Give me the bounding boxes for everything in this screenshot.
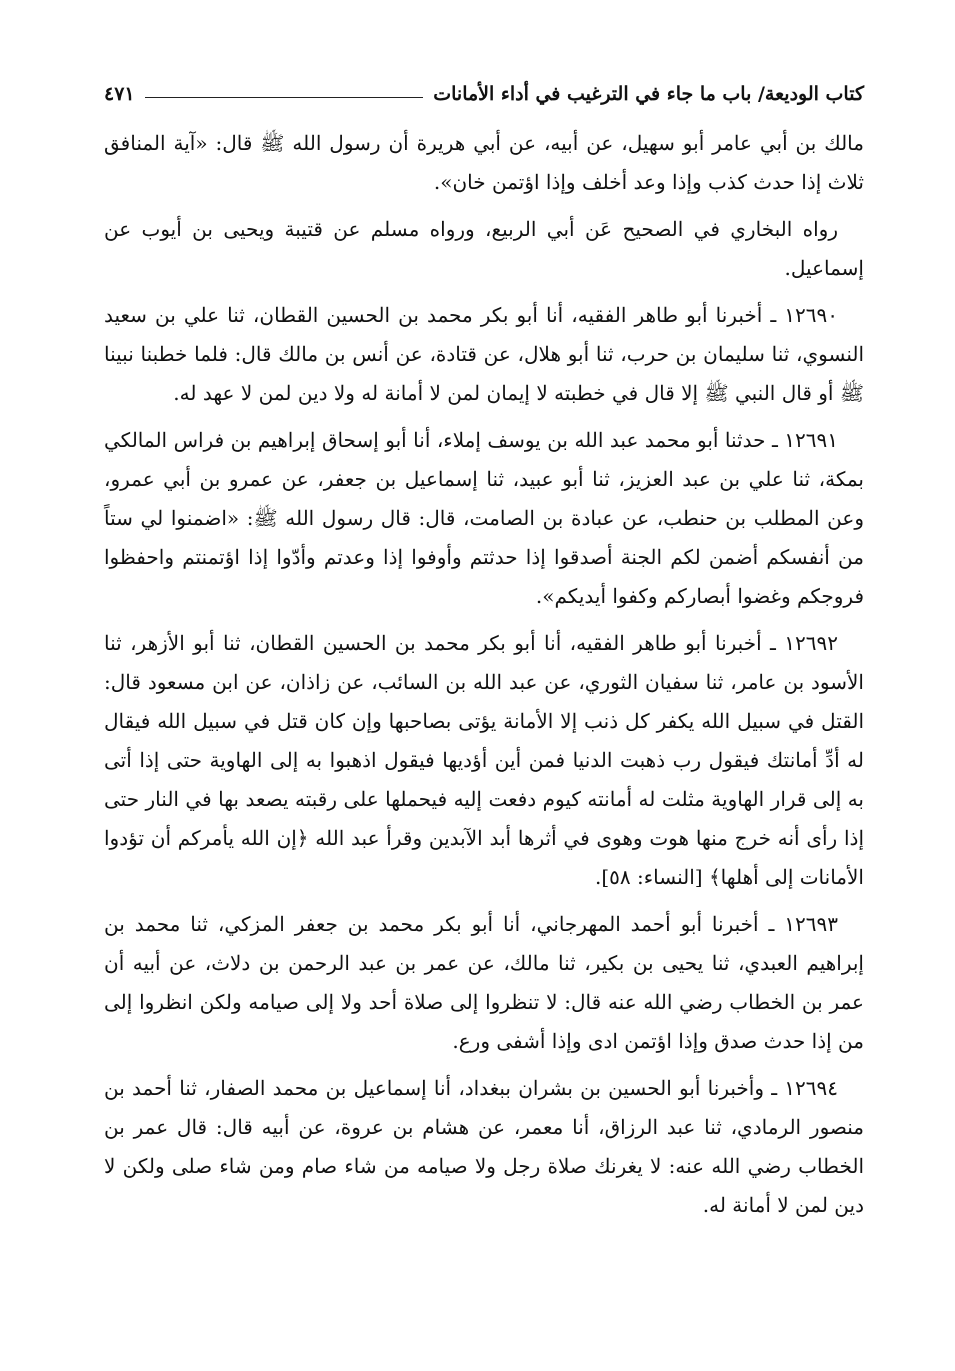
header-rule [145,97,424,98]
paragraph-hadith-12691: ١٢٦٩١ ـ حدثنا أبو محمد عبد الله بن يوسف إملاء، أنا أبو إسحاق إبراهيم بن فراس المالكي بمكة، ثنا علي بن عبد العزيز، ثنا أبو عبيد، ثنا إسماعيل بن جعفر، عن عمرو بن أبي عمرو، وعن المطلب بن حنطب، عن عبادة بن الصامت، قال: قال رسول الله ﷺ: «اضمنوا لي ستاً من أنفسكم أضمن لكم الجنة أصدقوا إذا حدثتم وأوفوا إذا وعدتم وأدّوا إذا اؤتمنتم واحفظوا فروجكم وغضوا أبصاركم وكفوا أيديكم». [104,428,864,608]
header-title: كتاب الوديعة/ باب ما جاء في الترغيب في أداء الأمانات [433,83,864,105]
page-number: ٤٧١ [104,83,135,105]
paragraph-hadith-12694: ١٢٦٩٤ ـ وأخبرنا أبو الحسين بن بشران ببغداد، أنا إسماعيل بن محمد الصفار، ثنا أحمد بن منصور الرمادي، ثنا عبد الرزاق، أنا معمر، عن هشام بن عروة، عن أبيه قال: قال عمر بن الخطاب رضي الله عنه: لا يغرنك صلاة رجل ولا صيامه من شاء صام ومن شاء صلى ولكن لا دين لمن لا أمانة له. [104,1076,865,1217]
paragraph-continuation: مالك بن أبي عامر أبو سهيل، عن أبيه، عن أبي هريرة أن رسول الله ﷺ قال: «آية المنافق ثلاث إذا حدث كذب وإذا وعد أخلف وإذا اؤتمن خان». [104,131,864,194]
paragraph-hadith-12692: ١٢٦٩٢ ـ أخبرنا أبو طاهر الفقيه، أنا أبو بكر محمد بن الحسين القطان، ثنا أبو الأزهر، ثنا الأسود بن عامر، ثنا سفيان الثوري، عن عبد الله بن السائب، عن زاذان، عن ابن مسعود قال: القتل في سبيل الله يكفر كل ذنب إلا الأمانة يؤتى بصاحبها وإن كان قتل في سبيل الله فيقال له أدِّ أمانتك فيقول رب ذهبت الدنيا فمن أين أؤديها فيقول اذهبوا به إلى الهاوية حتى إذا أتى به إلى قرار الهاوية مثلت له أمانته كيوم دفعت إليه فيحملها على رقبته يصعد بها في النار حتى إذا رأى أنه خرج منها هوت وهوى في أثرها أبد الآبدين وقرأ عبد الله ﴿إن الله يأمركم أن تؤدوا الأمانات إلى أهلها﴾ [النساء: ٥٨]. [104,631,864,889]
paragraph-hadith-12693: ١٢٦٩٣ ـ أخبرنا أبو أحمد المهرجاني، أنا أبو بكر محمد بن جعفر المزكي، ثنا محمد بن إبراهيم العبدي، ثنا يحيى بن بكير، ثنا مالك، عن عمر بن عبد الرحمن بن دلاث، عن أبيه أن عمر بن الخطاب رضي الله عنه قال: لا تنظروا إلى صلاة أحد ولا إلى صيامه ولكن انظروا إلى من إذا حدث صدق وإذا اؤتمن ادى وإذا أشفى ورع. [104,912,864,1053]
page-body [104,74,864,1233]
paragraph-narration-note: رواه البخاري في الصحيح عَن أبي الربيع، ورواه مسلم عن قتيبة ويحيى بن أيوب عن إسماعيل. [104,217,864,280]
paragraph-hadith-12690: ١٢٦٩٠ ـ أخبرنا أبو طاهر الفقيه، أنا أبو بكر محمد بن الحسين القطان، ثنا علي بن سعيد النسوي، ثنا سليمان بن حرب، ثنا أبو هلال، عن قتادة، عن أنس بن مالك قال: فلما خطبنا نبينا ﷺ أو قال النبي ﷺ إلا قال في خطبته لا إيمان لمن لا أمانة له ولا دين لمن لا عهد له. [104,303,864,405]
running-header [104,74,864,114]
